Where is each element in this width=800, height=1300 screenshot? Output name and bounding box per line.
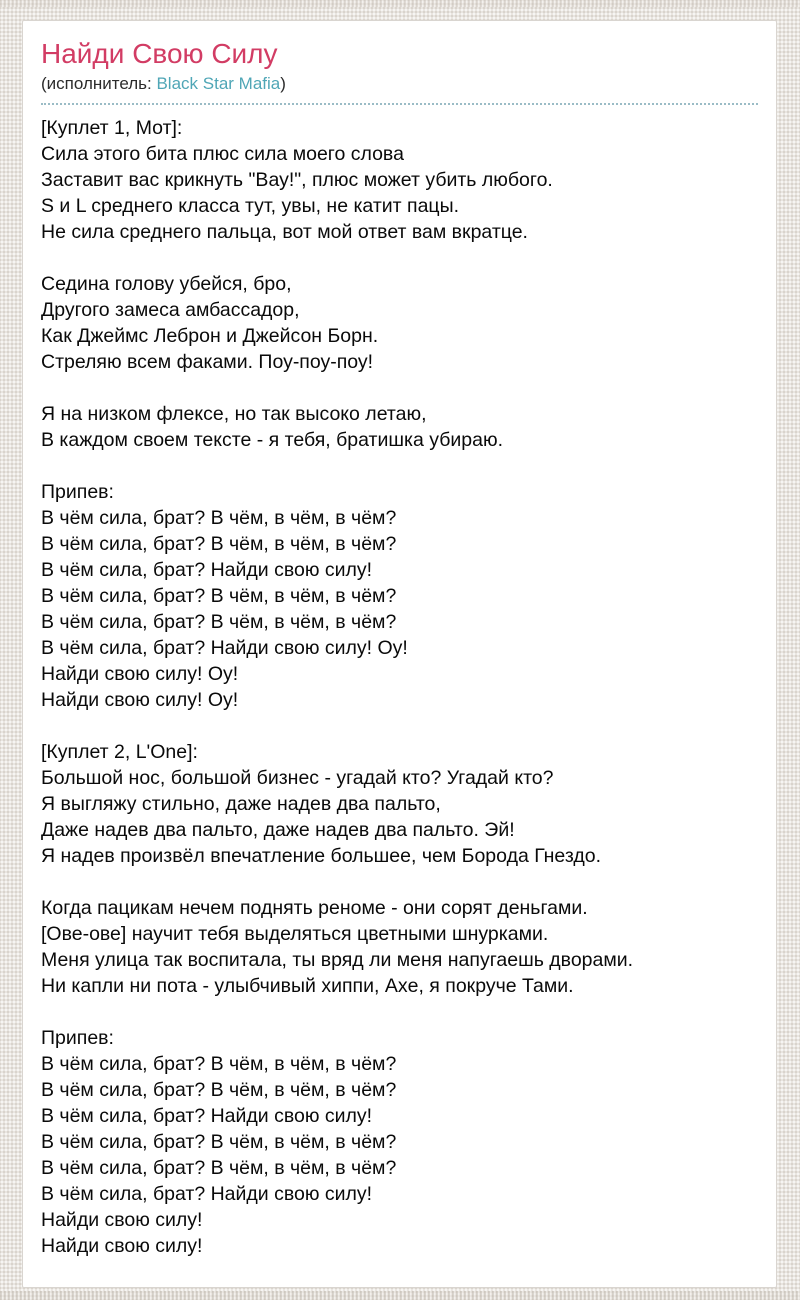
lyric-line: Ни капли ни пота - улыбчивый хиппи, Axe, я покруче Тами. (41, 974, 574, 997)
lyric-line: Когда пацикам нечем поднять реноме - они сорят деньгами. (41, 896, 588, 919)
lyric-line: В каждом своем тексте - я тебя, братишка убираю. (41, 428, 504, 451)
artist-label: (исполнитель: (41, 73, 152, 93)
lyric-line: Найди свою силу! Оу! (41, 688, 239, 711)
lyric-line (41, 713, 758, 739)
lyric-line: Сила этого бита плюс сила моего слова (41, 142, 404, 165)
song-header (41, 37, 758, 105)
lyric-line (41, 245, 758, 271)
lyric-line: Седина голову убейся, бро, (41, 272, 292, 295)
lyric-line: Припев: (41, 480, 114, 503)
lyric-line: [Куплет 1, Мот]: (41, 116, 183, 139)
lyric-line: В чём сила, брат? В чём, в чём, в чём? (41, 1078, 397, 1101)
lyric-line: Даже надев два пальто, даже надев два пальто. Эй! (41, 818, 515, 841)
lyric-line: В чём сила, брат? Найди свою силу! (41, 558, 373, 581)
lyric-line: В чём сила, брат? В чём, в чём, в чём? (41, 532, 397, 555)
lyric-line: Я надев произвёл впечатление большее, чем Борода Гнездо. (41, 844, 602, 867)
lyric-line: [Ове-ове] научит тебя выделяться цветными шнурками. (41, 922, 549, 945)
lyric-line: В чём сила, брат? Найди свою силу! Оу! (41, 636, 408, 659)
lyric-line (41, 453, 758, 479)
artist-line (41, 74, 758, 94)
lyric-line: В чём сила, брат? Найди свою силу! (41, 1104, 373, 1127)
lyric-line (41, 869, 758, 895)
artist-close-paren: ) (280, 73, 286, 93)
lyric-line: В чём сила, брат? В чём, в чём, в чём? (41, 1052, 397, 1075)
lyric-line (41, 375, 758, 401)
lyrics-card (22, 20, 777, 1288)
lyric-line: Заставит вас крикнуть "Вау!", плюс может убить любого. (41, 168, 553, 191)
lyric-line: Я на низком флексе, но так высоко летаю, (41, 402, 427, 425)
lyric-line: S и L среднего класса тут, увы, не катит пацы. (41, 194, 460, 217)
lyric-line: В чём сила, брат? В чём, в чём, в чём? (41, 506, 397, 529)
lyric-line: Припев: (41, 1026, 114, 1049)
lyric-line: Я выгляжу стильно, даже надев два пальто, (41, 792, 441, 815)
lyric-line: В чём сила, брат? В чём, в чём, в чём? (41, 584, 397, 607)
lyric-line: Другого замеса амбассадор, (41, 298, 300, 321)
lyric-line: В чём сила, брат? В чём, в чём, в чём? (41, 610, 397, 633)
lyric-line: В чём сила, брат? Найди свою силу! (41, 1182, 373, 1205)
lyric-line: Стреляю всем факами. Поу-поу-поу! (41, 350, 374, 373)
lyric-line: В чём сила, брат? В чём, в чём, в чём? (41, 1130, 397, 1153)
lyric-line: Меня улица так воспитала, ты вряд ли меня напугаешь дворами. (41, 948, 634, 971)
lyric-line: Большой нос, большой бизнес - угадай кто? Угадай кто? (41, 766, 554, 789)
lyric-line: Найди свою силу! (41, 1208, 203, 1231)
lyric-line: [Куплет 2, L'One]: (41, 740, 198, 763)
lyric-line: Не сила среднего пальца, вот мой ответ вам вкратце. (41, 220, 528, 243)
page-title: Найди Свою Силу (41, 38, 278, 69)
lyric-line (41, 999, 758, 1025)
lyric-line: Найди свою силу! (41, 1234, 203, 1257)
lyric-line: Найди свою силу! Оу! (41, 662, 239, 685)
lyric-line: Как Джеймс Леброн и Джейсон Борн. (41, 324, 379, 347)
artist-link[interactable]: Black Star Mafia (156, 73, 281, 93)
lyrics-text (41, 115, 758, 1259)
lyric-line: В чём сила, брат? В чём, в чём, в чём? (41, 1156, 397, 1179)
